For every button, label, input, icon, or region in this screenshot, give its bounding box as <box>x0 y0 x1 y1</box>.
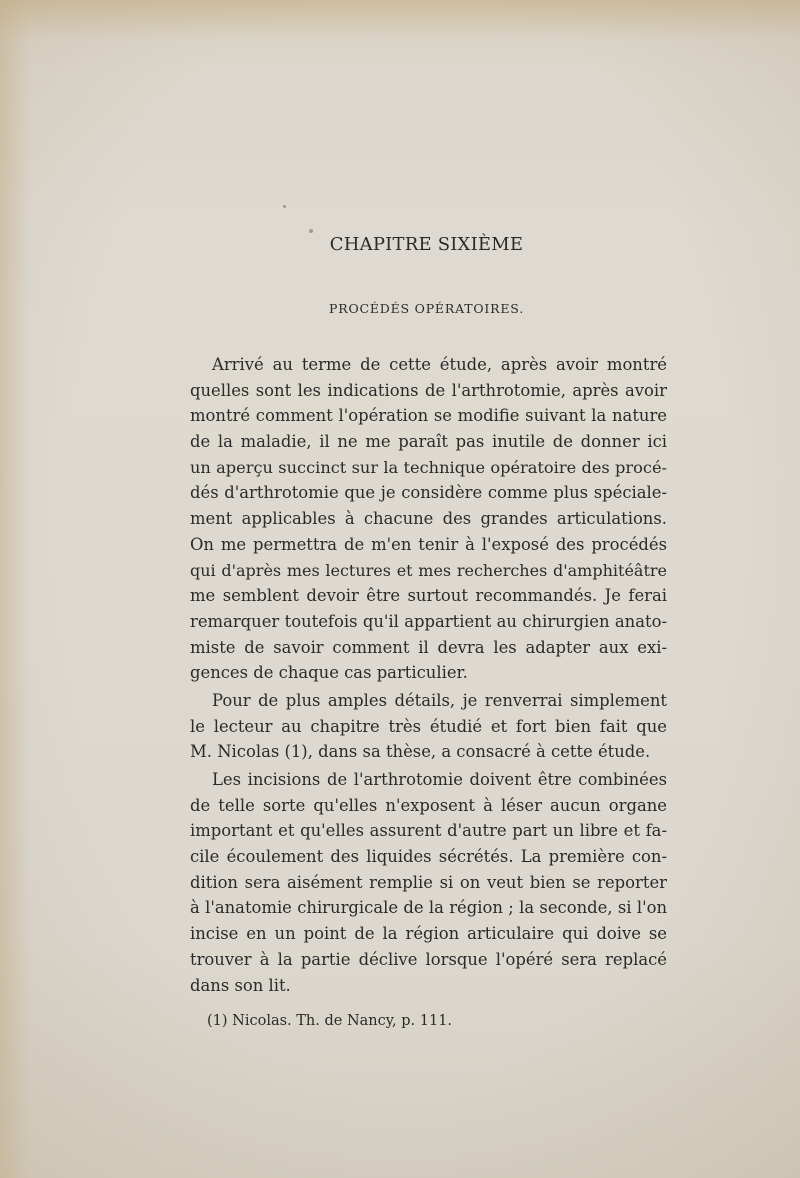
paragraph <box>190 352 667 686</box>
paragraph <box>190 688 667 765</box>
text-line: gences de chaque cas particulier. <box>190 663 468 683</box>
text-line: dés d'arthrotomie que je considère comme plus spéciale- <box>190 483 667 503</box>
text-line: à l'anatomie chirurgicale de la région ; la seconde, si l'on <box>190 898 667 918</box>
footnote: (1) Nicolas. Th. de Nancy, p. 111. <box>207 1013 453 1029</box>
text-line: me semblent devoir être surtout recommandés. Je ferai <box>190 586 667 606</box>
text-line: Arrivé au terme de cette étude, après avoir montré <box>212 355 667 374</box>
text-line: de la maladie, il ne me paraît pas inutile de donner ici <box>190 432 667 452</box>
text-line: important et qu'elles assurent d'autre part un libre et fa- <box>190 821 667 841</box>
text-line: montré comment l'opération se modifie suivant la nature <box>190 406 667 426</box>
text-line: qui d'après mes lectures et mes recherches d'amphitéâtre <box>190 560 667 580</box>
ink-speck <box>309 229 313 233</box>
text-line: incise en un point de la région articulaire qui doive se <box>190 924 667 944</box>
text-line: ment applicables à chacune des grandes articulations. <box>190 509 667 529</box>
text-line: M. Nicolas (1), dans sa thèse, a consacré à cette étude. <box>190 742 651 762</box>
chapter-title: CHAPITRE SIXIÈME <box>329 234 524 255</box>
body-text <box>190 352 667 998</box>
text-line: dition sera aisément remplie si on veut bien se reporter <box>190 872 667 892</box>
text-line: quelles sont les indications de l'arthrotomie, après avoir <box>190 380 667 400</box>
paragraph <box>190 767 667 998</box>
text-line: dans son lit. <box>190 975 291 995</box>
text-line: le lecteur au chapitre très étudié et fort bien fait que <box>190 716 667 736</box>
text-line: Pour de plus amples détails, je renverrai simplement <box>212 690 667 710</box>
ink-speck <box>283 205 286 208</box>
section-title: PROCÉDÉS OPÉRATOIRES. <box>329 301 524 316</box>
text-line: remarquer toutefois qu'il appartient au chirurgien anato- <box>190 611 667 631</box>
text-line: miste de savoir comment il devra les adapter aux exi- <box>190 637 667 657</box>
text-line: trouver à la partie déclive lorsque l'opéré sera replacé <box>190 949 667 969</box>
text-line: On me permettra de m'en tenir à l'exposé des procédés <box>190 534 667 554</box>
text-line: Les incisions de l'arthrotomie doivent être combinées <box>212 770 667 789</box>
text-line: cile écoulement des liquides sécrétés. La première con- <box>190 847 667 867</box>
text-line: de telle sorte qu'elles n'exposent à léser aucun organe <box>190 795 667 815</box>
text-line: un aperçu succinct sur la technique opératoire des procé- <box>190 457 667 477</box>
